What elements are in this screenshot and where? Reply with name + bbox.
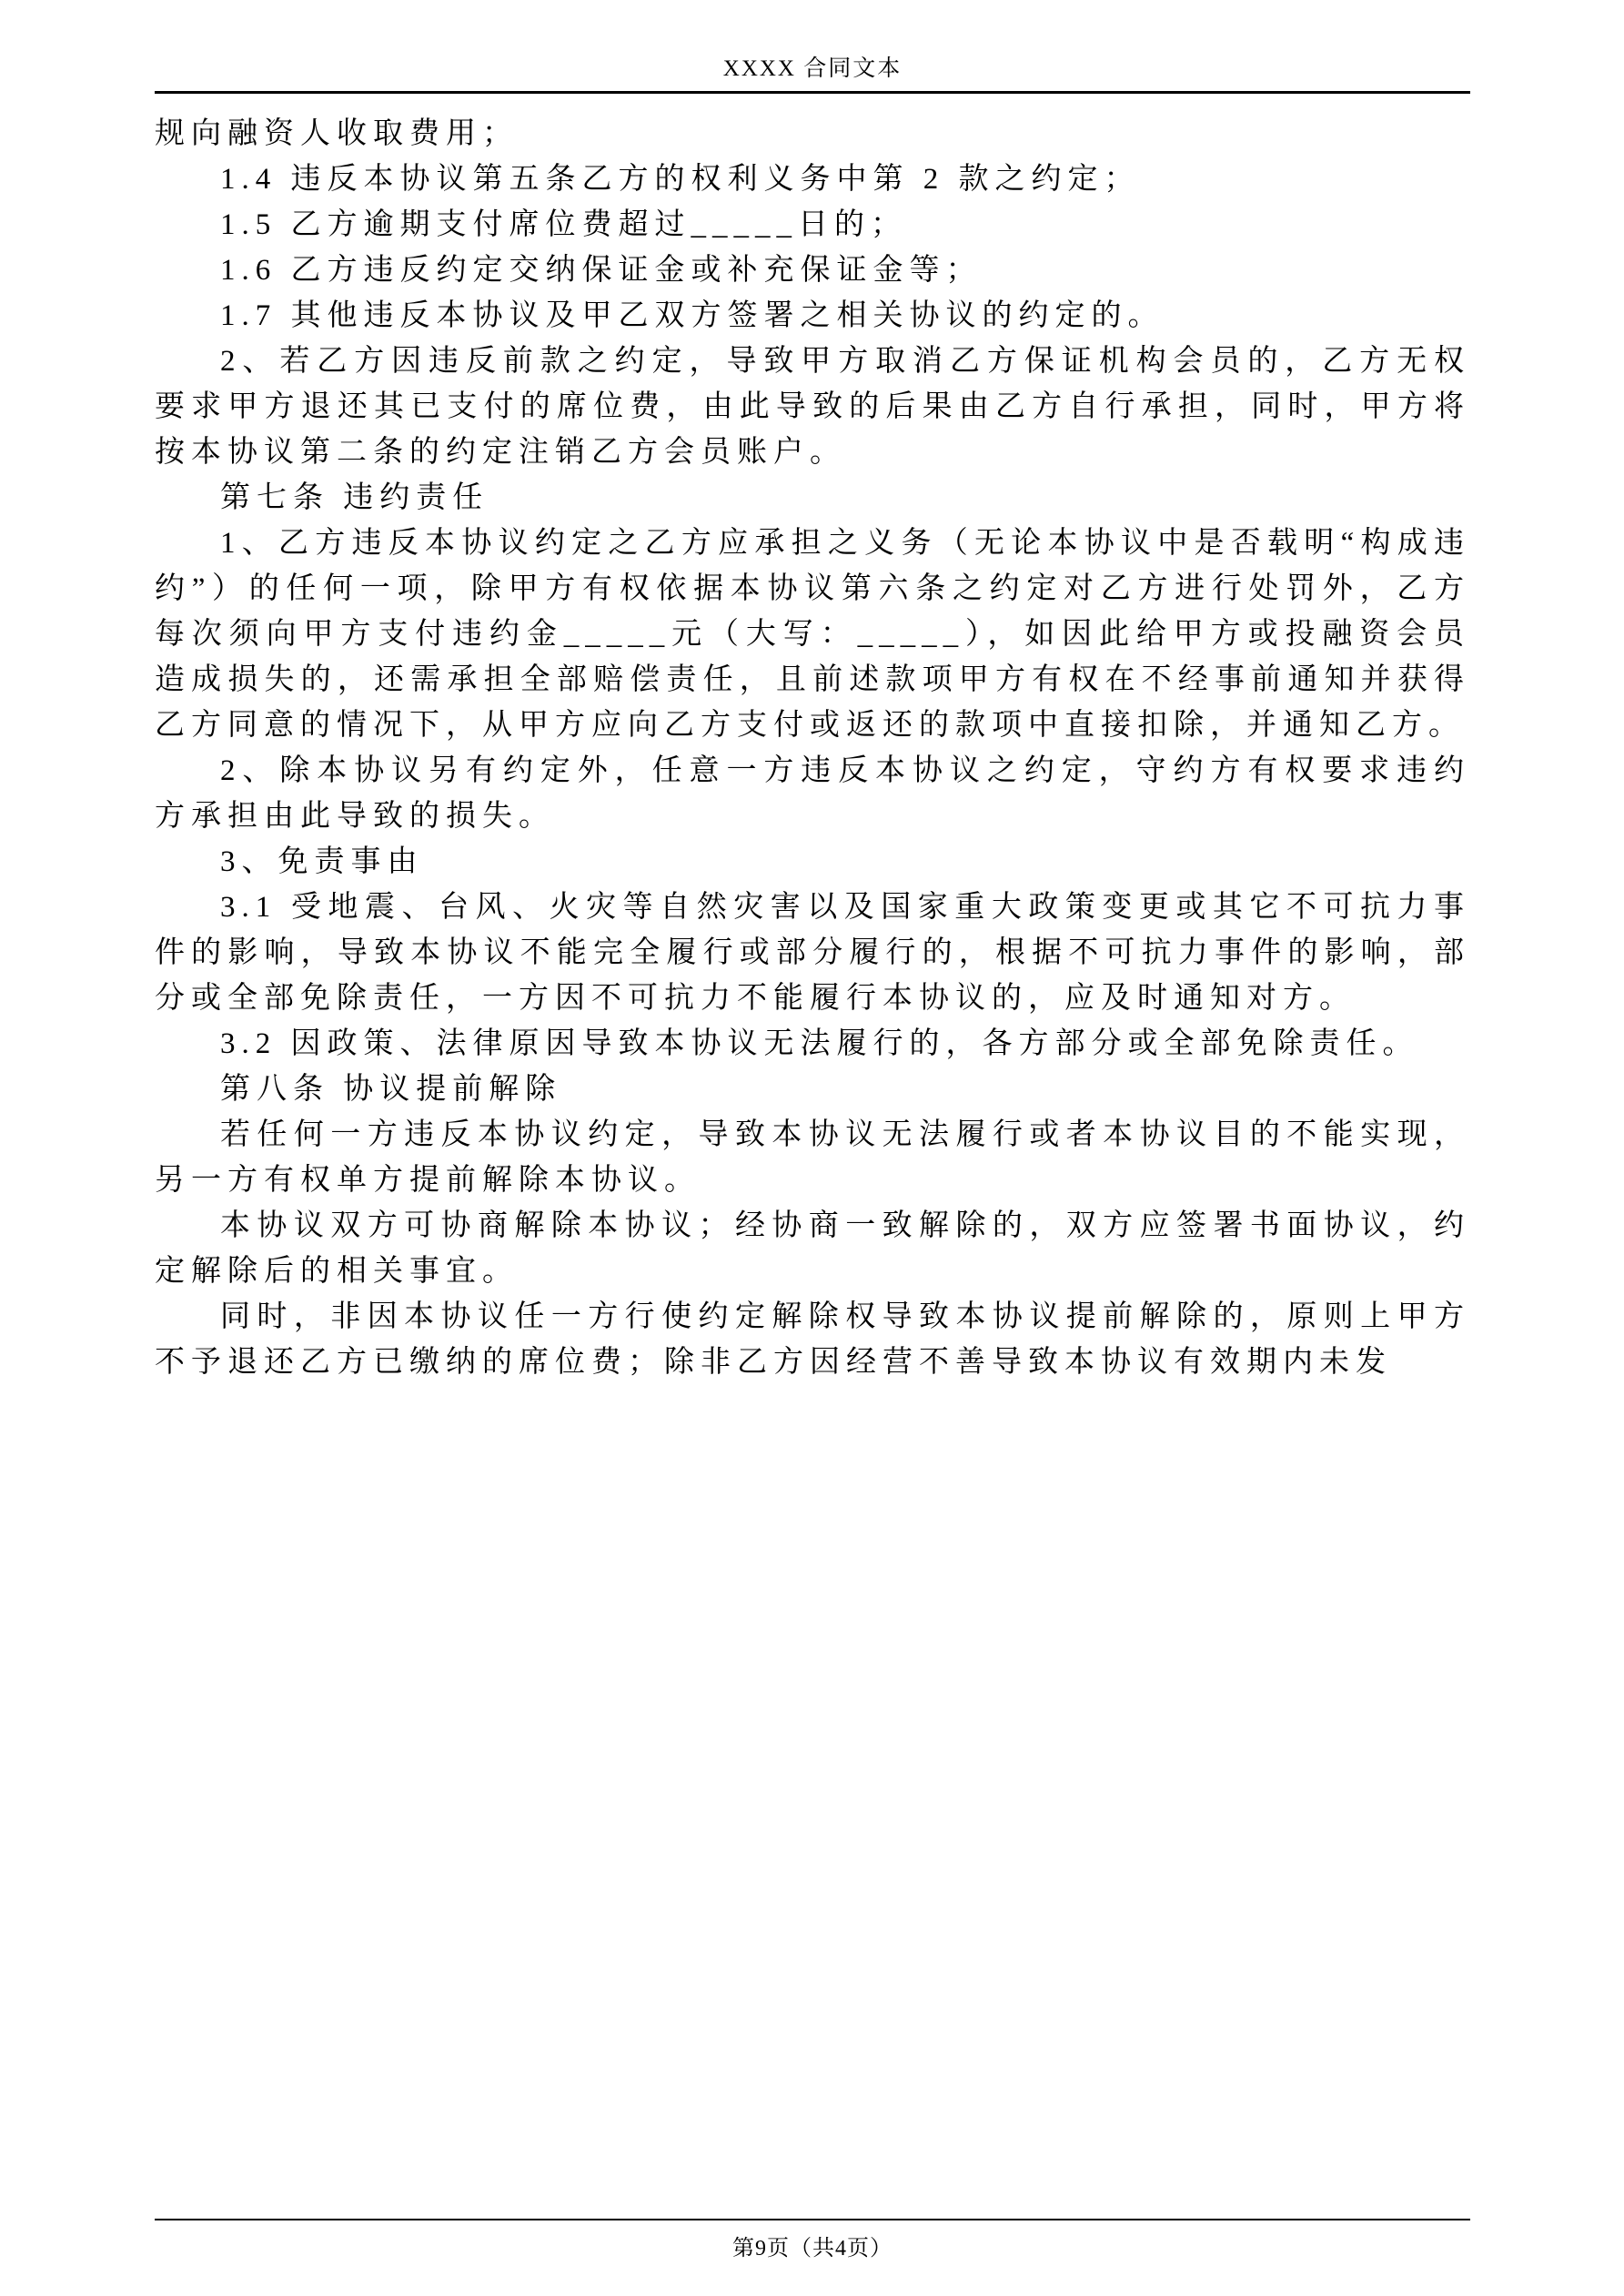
article-8-heading: 第八条 协议提前解除 (220, 1073, 562, 1106)
clause-1-5: 1.5 乙方逾期支付席位费超过_____日的； (220, 208, 907, 241)
article-8-paragraph-2: 本协议双方可协商解除本协议；经协商一致解除的，双方应签署书面协议，约定解除后的相关事宜。 (155, 1209, 1470, 1288)
clause-1-4: 1.4 违反本协议第五条乙方的权利义务中第 2 款之约定； (220, 163, 1141, 196)
clause-1-7: 1.7 其他违反本协议及甲乙双方签署之相关协议的约定的。 (220, 299, 1165, 332)
clause-3-1: 3.1 受地震、台风、火灾等自然灾害以及国家重大政策变更或其它不可抗力事件的影响，导致本协议不能完全履行或部分履行的，根据不可抗力事件的影响，部分或全部免除责任，一方因不可抗力不能履行本协议的，应及时通知对方。 (155, 891, 1470, 1015)
document-body (155, 111, 1470, 1385)
article-8-paragraph-3: 同时，非因本协议任一方行使约定解除权导致本协议提前解除的，原则上甲方不予退还乙方已缴纳的席位费；除非乙方因经营不善导致本协议有效期内未发 (155, 1300, 1470, 1379)
article-7-heading: 第七条 违约责任 (220, 481, 489, 514)
article-7-item-2: 2、除本协议另有约定外，任意一方违反本协议之约定，守约方有权要求违约方承担由此导致的损失。 (155, 754, 1470, 833)
article-7-item-3: 3、免责事由 (220, 845, 424, 878)
document-title: XXXX 合同文本 (722, 56, 903, 81)
page-header (155, 0, 1470, 94)
page-footer (155, 2219, 1470, 2261)
clause-2-paragraph: 2、若乙方因违反前款之约定，导致甲方取消乙方保证机构会员的，乙方无权要求甲方退还其已支付的席位费，由此导致的后果由乙方自行承担，同时，甲方将按本协议第二条的约定注销乙方会员账户。 (155, 345, 1470, 469)
clause-1-6: 1.6 乙方违反约定交纳保证金或补充保证金等； (220, 254, 983, 287)
clause-3-2: 3.2 因政策、法律原因导致本协议无法履行的，各方部分或全部免除责任。 (220, 1027, 1419, 1060)
article-8-paragraph-1: 若任何一方违反本协议约定，导致本协议无法履行或者本协议目的不能实现，另一方有权单方提前解除本协议。 (155, 1118, 1470, 1197)
page-number: 第9页（共4页） (732, 2237, 893, 2261)
clause-continuation: 规向融资人收取费用； (155, 117, 519, 150)
article-7-item-1: 1、乙方违反本协议约定之乙方应承担之义务（无论本协议中是否载明“构成违约”）的任何一项，除甲方有权依据本协议第六条之约定对乙方进行处罚外，乙方每次须向甲方支付违约金_____元（大写：_____），如因此给甲方或投融资会员造成损失的，还需承担全部赔偿责任，且前述款项甲方有权在不经事前通知并获得乙方同意的情况下，从甲方应向乙方支付或返还的款项中直接扣除，并通知乙方。 (155, 527, 1470, 742)
